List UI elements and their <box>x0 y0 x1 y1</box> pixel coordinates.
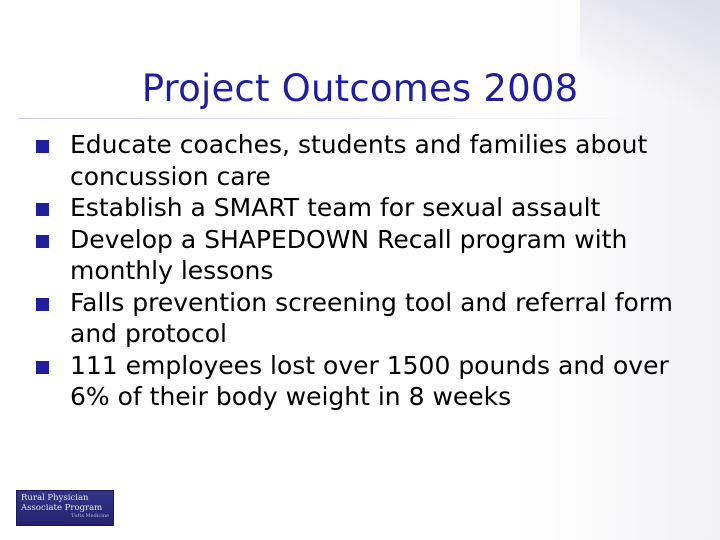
bullet-text: Educate coaches, students and families about concussion care <box>70 130 648 191</box>
square-bullet-icon <box>36 203 49 216</box>
square-bullet-icon <box>36 361 49 374</box>
bullet-text: 111 employees lost over 1500 pounds and over 6% of their body weight in 8 weeks <box>70 350 669 411</box>
bullet-item <box>36 224 706 287</box>
square-bullet-icon <box>36 235 49 248</box>
bullet-text: Falls prevention screening tool and referral form and protocol <box>70 287 673 348</box>
bullet-text: Develop a SHAPEDOWN Recall program with monthly lessons <box>70 224 628 285</box>
bullet-text: Establish a SMART team for sexual assault <box>70 193 601 222</box>
bullet-item <box>36 287 706 350</box>
slide-title: Project Outcomes 2008 <box>141 66 579 110</box>
title-divider <box>18 118 658 119</box>
logo-subtext: Tufts Medicine <box>70 513 109 519</box>
program-logo <box>16 490 114 526</box>
logo-line-1: Rural Physician <box>21 493 89 503</box>
bullet-item <box>36 192 706 224</box>
bullet-item <box>36 350 706 413</box>
logo-line-2: Associate Program <box>21 502 103 513</box>
square-bullet-icon <box>36 140 49 153</box>
bullet-item <box>36 129 706 192</box>
bullet-list <box>36 129 706 413</box>
square-bullet-icon <box>36 298 49 311</box>
